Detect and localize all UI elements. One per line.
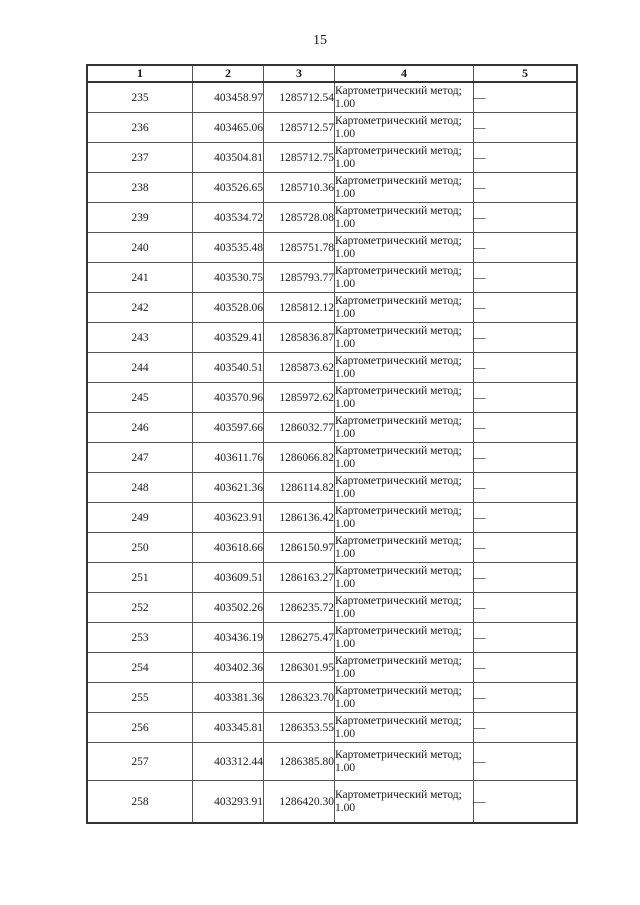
coordinate-y-cell: 1285873.62 <box>264 353 335 383</box>
method-cell <box>335 82 474 113</box>
method-cell <box>335 383 474 413</box>
table-row <box>87 82 577 113</box>
table-row <box>87 533 577 563</box>
method-cell <box>335 173 474 203</box>
coordinate-y-cell: 1286150.97 <box>264 533 335 563</box>
coordinate-x-cell: 403609.51 <box>193 563 264 593</box>
method-cell <box>335 293 474 323</box>
method-text: Картометрический метод; <box>335 594 462 607</box>
accuracy-value: 1.00 <box>335 307 356 320</box>
note-cell: — <box>474 293 578 323</box>
point-number-cell: 243 <box>87 323 193 353</box>
coordinate-x-cell: 403504.81 <box>193 143 264 173</box>
point-number-cell: 236 <box>87 113 193 143</box>
coordinate-y-cell: 1286275.47 <box>264 623 335 653</box>
coordinate-x-cell: 403402.36 <box>193 653 264 683</box>
coordinate-y-cell: 1286032.77 <box>264 413 335 443</box>
note-cell: — <box>474 173 578 203</box>
coordinate-y-cell: 1286136.42 <box>264 503 335 533</box>
method-text: Картометрический метод; <box>335 534 462 547</box>
table-row <box>87 593 577 623</box>
point-number-cell: 257 <box>87 743 193 781</box>
table-row <box>87 293 577 323</box>
table-row <box>87 683 577 713</box>
method-cell <box>335 443 474 473</box>
accuracy-value: 1.00 <box>335 427 356 440</box>
coordinate-x-cell: 403436.19 <box>193 623 264 653</box>
accuracy-value: 1.00 <box>335 97 356 110</box>
note-cell: — <box>474 683 578 713</box>
note-cell: — <box>474 533 578 563</box>
point-number-cell: 239 <box>87 203 193 233</box>
method-cell <box>335 323 474 353</box>
coordinate-y-cell: 1286163.27 <box>264 563 335 593</box>
table-row <box>87 473 577 503</box>
method-text: Картометрический метод; <box>335 114 462 127</box>
header-col-2: 2 <box>193 65 264 82</box>
accuracy-value: 1.00 <box>335 247 356 260</box>
method-cell <box>335 263 474 293</box>
point-number-cell: 245 <box>87 383 193 413</box>
coordinate-x-cell: 403618.66 <box>193 533 264 563</box>
table-row <box>87 143 577 173</box>
table-row <box>87 383 577 413</box>
point-number-cell: 253 <box>87 623 193 653</box>
method-text: Картометрический метод; <box>335 144 462 157</box>
coordinate-x-cell: 403611.76 <box>193 443 264 473</box>
coordinate-y-cell: 1286114.82 <box>264 473 335 503</box>
method-text: Картометрический метод; <box>335 474 462 487</box>
method-text: Картометрический метод; <box>335 324 462 337</box>
coordinate-y-cell: 1285836.87 <box>264 323 335 353</box>
method-text: Картометрический метод; <box>335 654 462 667</box>
coordinate-x-cell: 403458.97 <box>193 82 264 113</box>
coordinate-y-cell: 1285712.57 <box>264 113 335 143</box>
coordinate-x-cell: 403534.72 <box>193 203 264 233</box>
note-cell: — <box>474 233 578 263</box>
method-cell <box>335 713 474 743</box>
method-text: Картометрический метод; <box>335 414 462 427</box>
accuracy-value: 1.00 <box>335 487 356 500</box>
note-cell: — <box>474 563 578 593</box>
header-col-4: 4 <box>335 65 474 82</box>
table-row <box>87 443 577 473</box>
accuracy-value: 1.00 <box>335 761 356 774</box>
method-text: Картометрический метод; <box>335 624 462 637</box>
method-text: Картометрический метод; <box>335 684 462 697</box>
coordinate-x-cell: 403540.51 <box>193 353 264 383</box>
method-cell <box>335 623 474 653</box>
note-cell: — <box>474 781 578 824</box>
method-text: Картометрический метод; <box>335 354 462 367</box>
coordinate-y-cell: 1286301.95 <box>264 653 335 683</box>
accuracy-value: 1.00 <box>335 801 356 814</box>
coordinate-y-cell: 1286323.70 <box>264 683 335 713</box>
point-number-cell: 248 <box>87 473 193 503</box>
note-cell: — <box>474 353 578 383</box>
note-cell: — <box>474 713 578 743</box>
point-number-cell: 240 <box>87 233 193 263</box>
note-cell: — <box>474 263 578 293</box>
header-col-1: 1 <box>87 65 193 82</box>
point-number-cell: 244 <box>87 353 193 383</box>
accuracy-value: 1.00 <box>335 727 356 740</box>
note-cell: — <box>474 653 578 683</box>
note-cell: — <box>474 143 578 173</box>
method-text: Картометрический метод; <box>335 174 462 187</box>
method-text: Картометрический метод; <box>335 748 462 761</box>
coordinate-x-cell: 403345.81 <box>193 713 264 743</box>
method-cell <box>335 653 474 683</box>
method-cell <box>335 143 474 173</box>
table-row <box>87 113 577 143</box>
method-cell <box>335 743 474 781</box>
point-number-cell: 251 <box>87 563 193 593</box>
accuracy-value: 1.00 <box>335 217 356 230</box>
coordinate-x-cell: 403623.91 <box>193 503 264 533</box>
table-row <box>87 323 577 353</box>
header-col-3: 3 <box>264 65 335 82</box>
table-row <box>87 653 577 683</box>
note-cell: — <box>474 473 578 503</box>
method-text: Картометрический метод; <box>335 788 462 801</box>
table-row <box>87 623 577 653</box>
table-body <box>87 82 577 823</box>
coordinate-y-cell: 1285793.77 <box>264 263 335 293</box>
method-cell <box>335 533 474 563</box>
method-cell <box>335 203 474 233</box>
coordinate-y-cell: 1285712.75 <box>264 143 335 173</box>
table-row <box>87 563 577 593</box>
point-number-cell: 258 <box>87 781 193 824</box>
accuracy-value: 1.00 <box>335 637 356 650</box>
note-cell: — <box>474 503 578 533</box>
note-cell: — <box>474 443 578 473</box>
note-cell: — <box>474 82 578 113</box>
point-number-cell: 254 <box>87 653 193 683</box>
coordinate-y-cell: 1286353.55 <box>264 713 335 743</box>
point-number-cell: 252 <box>87 593 193 623</box>
note-cell: — <box>474 593 578 623</box>
point-number-cell: 249 <box>87 503 193 533</box>
accuracy-value: 1.00 <box>335 127 356 140</box>
method-cell <box>335 413 474 443</box>
table-row <box>87 413 577 443</box>
coordinate-x-cell: 403502.26 <box>193 593 264 623</box>
method-cell <box>335 593 474 623</box>
table-row <box>87 203 577 233</box>
accuracy-value: 1.00 <box>335 367 356 380</box>
coordinate-y-cell: 1285812.12 <box>264 293 335 323</box>
table-header-row <box>87 65 577 82</box>
accuracy-value: 1.00 <box>335 547 356 560</box>
point-number-cell: 235 <box>87 82 193 113</box>
point-number-cell: 246 <box>87 413 193 443</box>
method-text: Картометрический метод; <box>335 234 462 247</box>
table-row <box>87 743 577 781</box>
note-cell: — <box>474 113 578 143</box>
coordinate-y-cell: 1286235.72 <box>264 593 335 623</box>
point-number-cell: 241 <box>87 263 193 293</box>
accuracy-value: 1.00 <box>335 277 356 290</box>
table-row <box>87 173 577 203</box>
table-row <box>87 263 577 293</box>
accuracy-value: 1.00 <box>335 397 356 410</box>
accuracy-value: 1.00 <box>335 157 356 170</box>
coordinate-y-cell: 1286385.80 <box>264 743 335 781</box>
point-number-cell: 247 <box>87 443 193 473</box>
note-cell: — <box>474 383 578 413</box>
point-number-cell: 255 <box>87 683 193 713</box>
table-row <box>87 353 577 383</box>
method-cell <box>335 683 474 713</box>
point-number-cell: 237 <box>87 143 193 173</box>
method-text: Картометрический метод; <box>335 264 462 277</box>
coordinate-x-cell: 403597.66 <box>193 413 264 443</box>
coordinate-x-cell: 403529.41 <box>193 323 264 353</box>
point-number-cell: 250 <box>87 533 193 563</box>
coordinate-x-cell: 403530.75 <box>193 263 264 293</box>
coordinate-y-cell: 1285972.62 <box>264 383 335 413</box>
accuracy-value: 1.00 <box>335 667 356 680</box>
point-number-cell: 256 <box>87 713 193 743</box>
method-text: Картометрический метод; <box>335 564 462 577</box>
method-cell <box>335 353 474 383</box>
note-cell: — <box>474 413 578 443</box>
note-cell: — <box>474 203 578 233</box>
accuracy-value: 1.00 <box>335 697 356 710</box>
method-cell <box>335 563 474 593</box>
method-text: Картометрический метод; <box>335 714 462 727</box>
note-cell: — <box>474 743 578 781</box>
method-cell <box>335 503 474 533</box>
accuracy-value: 1.00 <box>335 607 356 620</box>
coordinate-y-cell: 1286066.82 <box>264 443 335 473</box>
coordinate-x-cell: 403621.36 <box>193 473 264 503</box>
coordinate-x-cell: 403465.06 <box>193 113 264 143</box>
table-row <box>87 503 577 533</box>
coordinate-y-cell: 1285728.08 <box>264 203 335 233</box>
point-number-cell: 242 <box>87 293 193 323</box>
coordinate-y-cell: 1286420.30 <box>264 781 335 824</box>
accuracy-value: 1.00 <box>335 517 356 530</box>
coordinate-x-cell: 403535.48 <box>193 233 264 263</box>
page-number: 15 <box>313 33 327 48</box>
coordinate-y-cell: 1285712.54 <box>264 82 335 113</box>
table-row <box>87 713 577 743</box>
point-number-cell: 238 <box>87 173 193 203</box>
method-cell <box>335 113 474 143</box>
accuracy-value: 1.00 <box>335 337 356 350</box>
coordinate-x-cell: 403526.65 <box>193 173 264 203</box>
coordinates-table <box>86 64 578 824</box>
coordinate-x-cell: 403381.36 <box>193 683 264 713</box>
coordinate-x-cell: 403293.91 <box>193 781 264 824</box>
coordinate-y-cell: 1285751.78 <box>264 233 335 263</box>
method-text: Картометрический метод; <box>335 294 462 307</box>
note-cell: — <box>474 323 578 353</box>
method-text: Картометрический метод; <box>335 84 462 97</box>
table-row <box>87 233 577 263</box>
coordinate-y-cell: 1285710.36 <box>264 173 335 203</box>
method-text: Картометрический метод; <box>335 204 462 217</box>
coordinate-x-cell: 403312.44 <box>193 743 264 781</box>
method-cell <box>335 781 474 824</box>
accuracy-value: 1.00 <box>335 187 356 200</box>
method-text: Картометрический метод; <box>335 384 462 397</box>
header-col-5: 5 <box>474 65 578 82</box>
method-text: Картометрический метод; <box>335 444 462 457</box>
coordinate-x-cell: 403570.96 <box>193 383 264 413</box>
table-row <box>87 781 577 824</box>
method-text: Картометрический метод; <box>335 504 462 517</box>
accuracy-value: 1.00 <box>335 577 356 590</box>
method-cell <box>335 473 474 503</box>
accuracy-value: 1.00 <box>335 457 356 470</box>
method-cell <box>335 233 474 263</box>
coordinate-x-cell: 403528.06 <box>193 293 264 323</box>
note-cell: — <box>474 623 578 653</box>
